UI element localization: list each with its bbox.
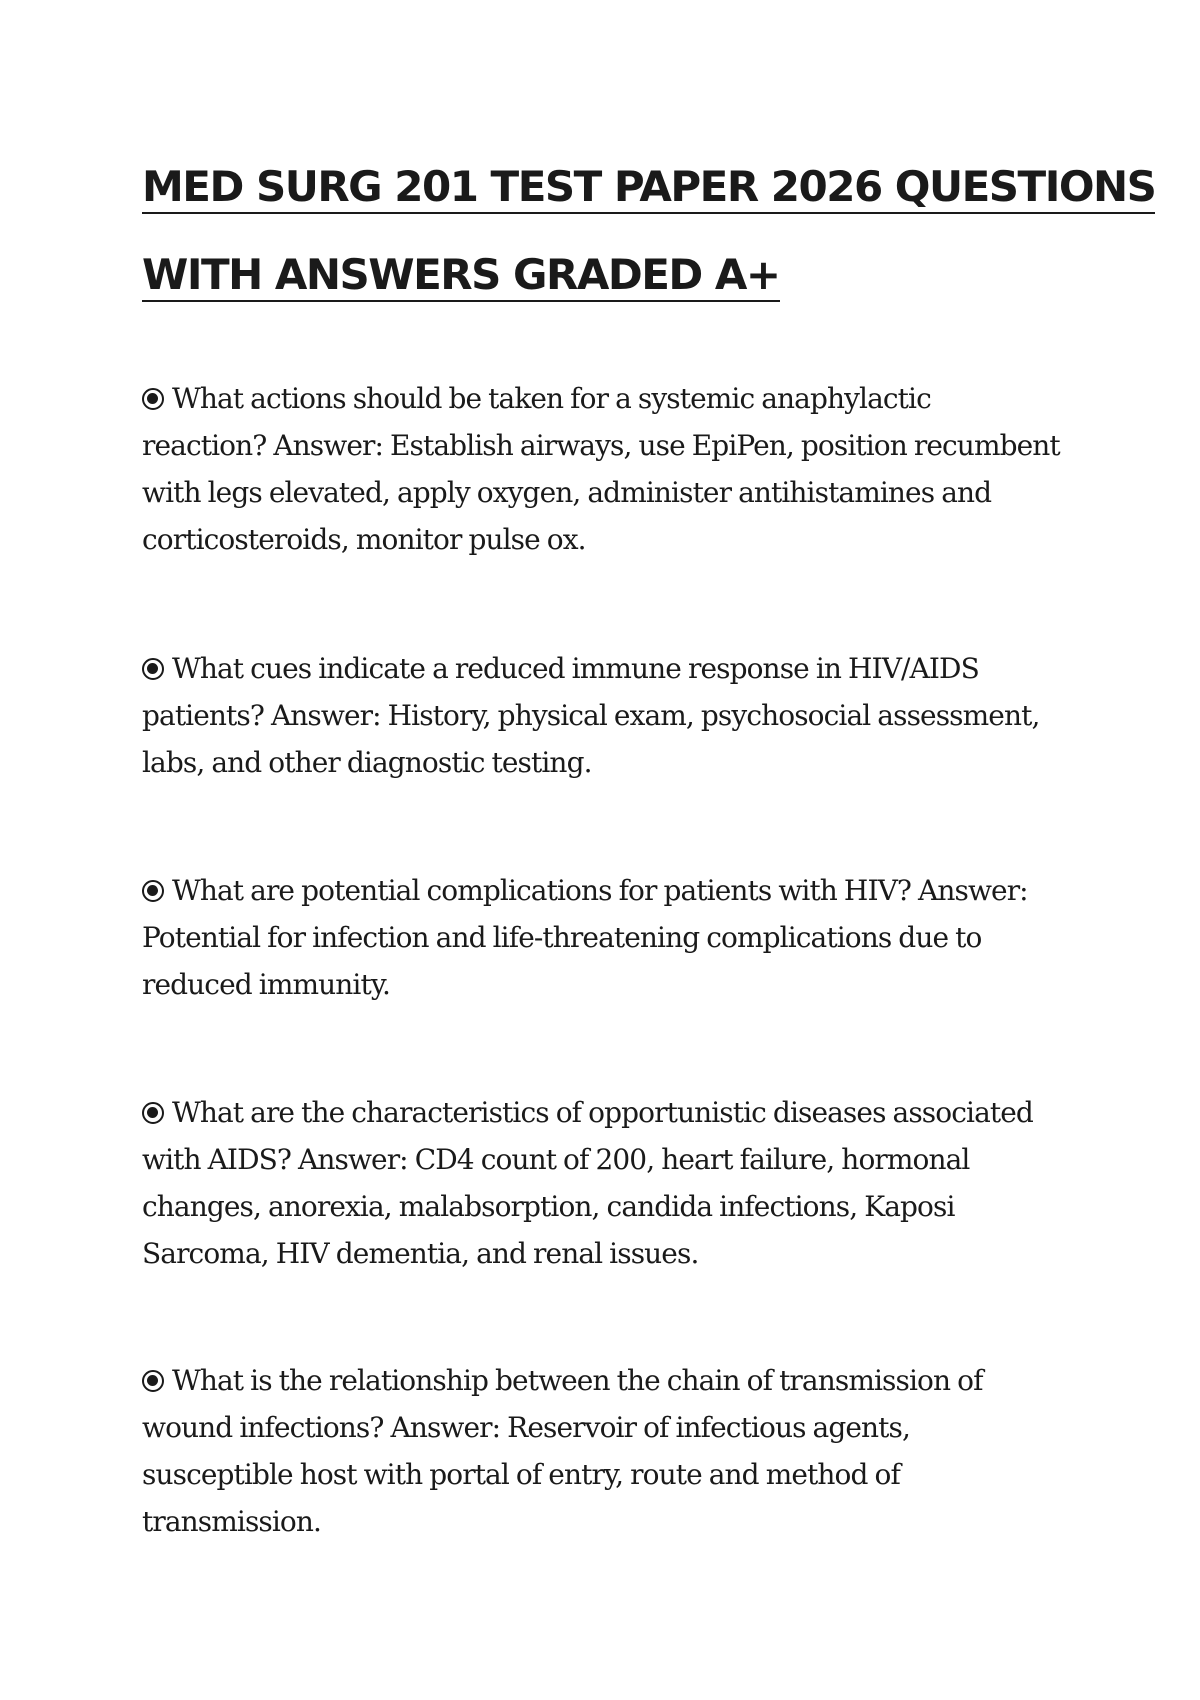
qa-item-1 (142, 375, 1062, 563)
bullet-icon (142, 1102, 164, 1124)
bullet-icon (142, 880, 164, 902)
qa-item-2 (142, 645, 1062, 786)
bullet-icon (142, 1370, 164, 1392)
qa-item-3 (142, 867, 1062, 1008)
bullet-icon (142, 658, 164, 680)
qa-item-4 (142, 1089, 1062, 1277)
title-line-1: MED SURG 201 TEST PAPER 2026 QUESTIONS (142, 164, 1155, 214)
qa-item-text: What cues indicate a reduced immune response in HIV/AIDS patients? Answer: History, physical exam, psychosocial assessment, labs, and other diagnostic testing. (142, 652, 1040, 779)
qa-item-text: What are the characteristics of opportunistic diseases associated with AIDS? Answer: CD4 count of 200, heart failure, hormonal changes, anorexia, malabsorption, candida infections, Kaposi Sarcoma, HIV dementia, and renal issues. (142, 1096, 1033, 1270)
document-title (142, 150, 1156, 326)
qa-item-text: What is the relationship between the chain of transmission of wound infections? Answer: Reservoir of infectious agents, susceptible host with portal of entry, route and method of transmission. (142, 1364, 983, 1538)
qa-item-text: What actions should be taken for a systemic anaphylactic reaction? Answer: Establish airways, use EpiPen, position recumbent with legs elevated, apply oxygen, administer antihistamines and corticosteroids, monitor pulse ox. (142, 382, 1060, 556)
qa-item-5 (142, 1357, 1062, 1545)
qa-item-text: What are potential complications for patients with HIV? Answer: Potential for infection and life-threatening complications due to reduced immunity. (142, 874, 1028, 1001)
title-line-2: WITH ANSWERS GRADED A+ (142, 252, 780, 302)
bullet-icon (142, 388, 164, 410)
